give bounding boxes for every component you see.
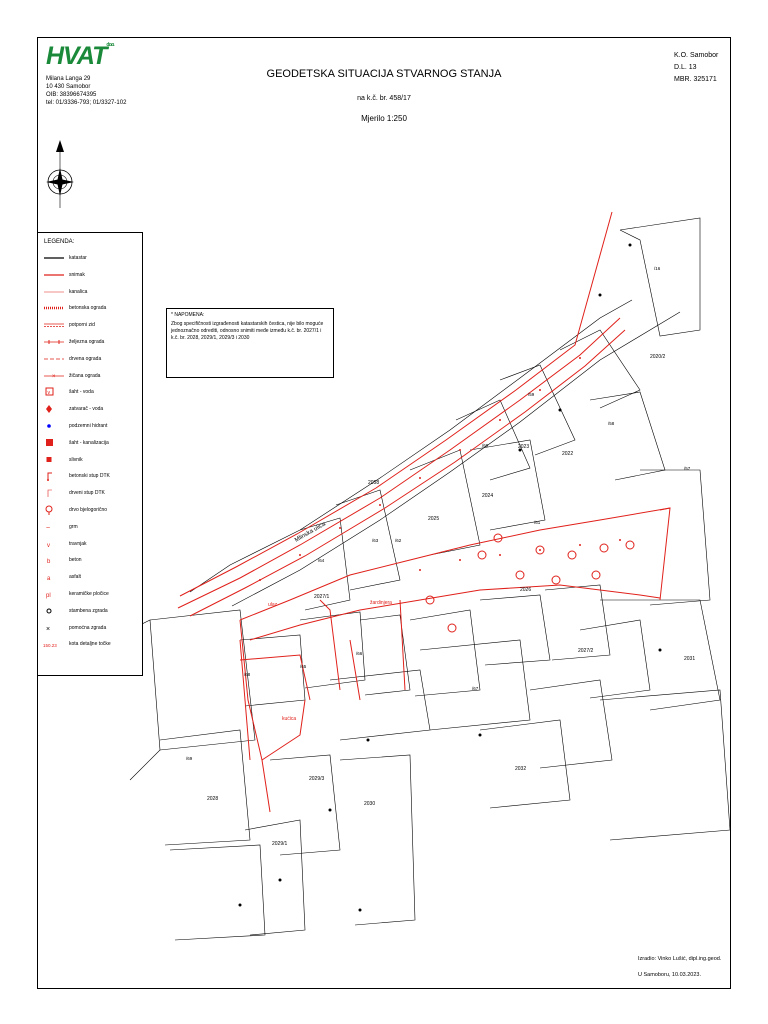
address-line: OIB: 38396674395 — [46, 92, 97, 98]
cadastre-mark: /62 — [395, 538, 402, 543]
parcel-labels — [207, 354, 695, 847]
legend-item-label: kanalica — [69, 288, 88, 295]
note-heading: * NAPOMENA: — [171, 312, 205, 318]
red-tick-line — [43, 337, 65, 347]
author-line: Izradio: Vinko Lušić, dipl.ing.geod. — [638, 956, 722, 962]
elevation-symbol — [43, 639, 65, 649]
legend-item-label: potporni zid — [69, 322, 95, 329]
cadastre-mark: /68 — [244, 672, 251, 677]
svg-text:~: ~ — [46, 524, 51, 532]
legend-item-label: katastar — [69, 255, 87, 261]
street-label: Mlinska ulica — [294, 521, 327, 544]
wood-pole-icon — [43, 488, 65, 498]
red-double-line — [43, 320, 65, 330]
north-arrow-icon — [42, 138, 78, 214]
svg-text:v: v — [47, 390, 50, 397]
legend-item-label: drvo bjelogorično — [69, 507, 108, 513]
legend-item — [43, 471, 143, 481]
legend-item-label: kota detaljne točke — [69, 641, 111, 648]
drain-icon — [43, 455, 65, 465]
legend-item-label: drveni stup DTK — [69, 490, 105, 497]
place-date-line: U Samoboru, 10.03.2023. — [638, 972, 701, 978]
legend-title: LEGENDA: — [44, 239, 75, 245]
legend-item-label: asfalt — [69, 574, 81, 581]
parcel-label: 2032 — [515, 766, 527, 772]
lawn-symbol — [43, 539, 65, 549]
logo-suffix: d.o.o. — [106, 42, 114, 48]
legend-item — [43, 572, 143, 582]
tiles-symbol — [43, 589, 65, 599]
legend-item-label: stambena zgrada — [69, 607, 108, 614]
legend-item — [43, 639, 143, 649]
legend-item-label: žičana ograda — [69, 372, 101, 379]
cadastre-mark: /63 — [372, 538, 379, 543]
cadastral-info — [674, 50, 718, 86]
legend-item — [43, 522, 143, 532]
asphalt-symbol — [43, 572, 65, 582]
legend-item — [43, 455, 143, 465]
survey-note — [166, 308, 334, 378]
legend-item-label: betonska ograda — [69, 305, 107, 312]
legend-item — [43, 387, 143, 397]
legend-item — [43, 589, 143, 599]
cadastre-mark: /59 — [528, 392, 535, 397]
drawing-title: GEODETSKA SITUACIJA STVARNOG STANJA — [266, 68, 502, 80]
valve-icon — [43, 404, 65, 414]
auxiliary-symbol — [43, 623, 65, 633]
feature-label: kućica — [282, 716, 297, 722]
svg-text:×: × — [46, 625, 51, 633]
parcel-label: 2028 — [207, 796, 219, 802]
legend-item-label: betonski stup DTK — [69, 473, 110, 480]
parcel-label: 2027/1 — [314, 594, 330, 600]
legend-item — [43, 606, 143, 616]
legend-item-label: šaht - kanalizacija — [69, 439, 109, 446]
parcel-label: 2025 — [428, 516, 440, 522]
legend-item-label: snimak — [69, 271, 85, 278]
survey-lines — [178, 212, 670, 812]
parcel-label: 2020/2 — [650, 354, 666, 360]
parcel-label: 2058 — [368, 480, 380, 486]
address-line: 10 430 Samobor — [46, 84, 91, 90]
legend-item — [43, 270, 143, 280]
legend-item — [43, 287, 143, 297]
hydrant-icon — [43, 421, 65, 431]
ko-line: D.L. 13 — [674, 64, 697, 71]
residential-symbol — [43, 606, 65, 616]
legend-item-label: zatvarač - voda — [69, 406, 104, 413]
sewer-manhole-icon — [43, 438, 65, 448]
legend-item — [43, 303, 143, 313]
red-hatched-line — [43, 303, 65, 313]
parcel-label: 2022 — [562, 451, 574, 457]
svg-text:b: b — [47, 559, 51, 566]
legend-item-label: travnjak — [69, 540, 87, 547]
parcel-label: 2023 — [518, 444, 530, 450]
svg-text:a: a — [47, 576, 51, 583]
cadastre-mark: /66 — [356, 651, 363, 656]
drawing-footer — [638, 951, 721, 983]
parcel-label: 2026 — [520, 587, 532, 593]
note-text: Zbog specifičnosti izgrađenosti katastarskih čestica, nije bilo moguće jednoznačno odrediti, odnosno snimiti međe između k.č. br. 2027/1 i k.č. br. 2028, 2029/1, 2029/3 i 2030 — [171, 321, 324, 341]
company-logo — [46, 42, 114, 71]
tree-icon — [43, 505, 65, 515]
legend-item-label: pomoćna zgrada — [69, 624, 107, 631]
legend-item-label: podzemni hidrant — [69, 423, 108, 429]
legend-item — [43, 438, 143, 448]
parcel-label: 2031 — [684, 656, 696, 662]
svg-text:150.23: 150.23 — [43, 643, 57, 649]
parcel-label: 2024 — [482, 493, 494, 499]
concrete-symbol — [43, 555, 65, 565]
red-dash-line — [43, 354, 65, 364]
water-manhole-icon — [43, 387, 65, 397]
svg-text:v: v — [47, 542, 50, 549]
cadastre-mark: /16 — [654, 266, 661, 271]
red-thin-line — [43, 287, 65, 297]
legend-item — [43, 421, 143, 431]
legend-item — [43, 253, 143, 263]
cadastre-mark: /58 — [608, 421, 615, 426]
scale-label: Mjerilo 1:250 — [361, 114, 407, 123]
legend-item-label: grm — [69, 523, 78, 530]
parcel-label: 2030 — [364, 801, 376, 807]
black-line — [43, 253, 65, 263]
cadastre-mark: /61 — [534, 520, 541, 525]
legend-item — [43, 555, 143, 565]
svg-text:×: × — [52, 373, 56, 380]
legend-item-label: beton — [69, 557, 82, 564]
address-line: tel: 01/3336-793; 01/3327-102 — [46, 100, 127, 106]
ko-line: MBR. 325171 — [674, 76, 717, 83]
legend-item — [43, 488, 143, 498]
logo-text: HVAT — [46, 42, 107, 70]
parcel-label: 2029/1 — [272, 841, 288, 847]
cadastre-mark: /57 — [684, 466, 691, 471]
legend-item-label: keramičke pločice — [69, 591, 109, 597]
legend-item — [43, 505, 143, 515]
ko-line: K.O. Samobor — [674, 52, 719, 59]
legend-item — [43, 337, 143, 347]
cadastre-mark: /69 — [186, 756, 193, 761]
red-line — [43, 270, 65, 280]
legend-item-label: šaht - voda — [69, 389, 94, 396]
parcel-label: 2029/3 — [309, 776, 325, 782]
cadastre-mark: /60 — [482, 443, 489, 448]
legend-item-label: slivnik — [69, 456, 83, 463]
cadastre-mark: /67 — [472, 686, 479, 691]
parcel-label: 2027/2 — [578, 648, 594, 654]
legend-item-label: željezna ograda — [69, 339, 105, 345]
parcel-subtitle: na k.č. br. 458/17 — [357, 95, 411, 102]
legend-item — [43, 404, 143, 414]
svg-text:pl: pl — [46, 593, 51, 599]
survey-points — [259, 357, 621, 581]
map-legend — [37, 232, 143, 676]
legend-item — [43, 320, 143, 330]
legend-item — [43, 371, 143, 381]
legend-item — [43, 623, 143, 633]
feature-label: ulaz — [268, 602, 278, 608]
concrete-pole-icon — [43, 471, 65, 481]
legend-item-label: drvena ograda — [69, 355, 102, 362]
address-line: Milana Langa 29 — [46, 76, 91, 82]
red-cross-line — [43, 371, 65, 381]
cadastre-mark: /65 — [300, 664, 307, 669]
legend-item — [43, 354, 143, 364]
legend-item — [43, 539, 143, 549]
bush-icon — [43, 522, 65, 532]
feature-label: žardinjera — [370, 600, 392, 606]
cadastre-mark: /64 — [318, 558, 325, 563]
